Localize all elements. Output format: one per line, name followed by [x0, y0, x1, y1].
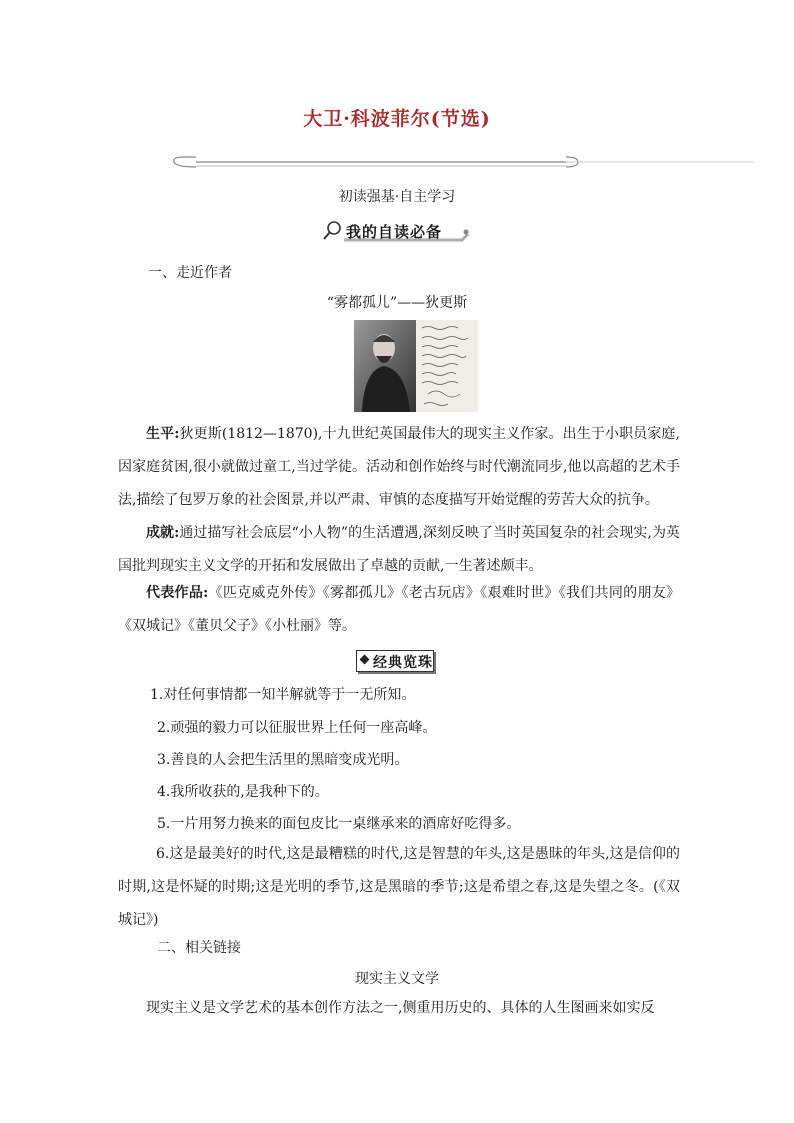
document-title: 大卫·科波菲尔(节选): [303, 108, 491, 130]
quote-item: 1.对任何事情都一知半解就等于一无所知。: [150, 687, 416, 703]
section-heading-1: 一、走近作者: [148, 265, 232, 281]
works-label: 代表作品:: [146, 585, 209, 601]
classic-quotes-badge: [356, 650, 434, 672]
title-divider: [156, 155, 756, 175]
bio-works-paragraph: [118, 577, 680, 643]
life-label: 生平:: [146, 426, 180, 442]
bio-achievement-paragraph: [118, 517, 680, 583]
quote-item: 3.善良的人会把生活里的黑暗变成光明。: [157, 752, 409, 768]
achievement-text: 通过描写社会底层“小人物”的生活遭遇,深刻反映了当时英国复杂的社会现实,为英国批判现实主义文学的开拓和发展做出了卓越的贡献,一生著述颇丰。: [118, 525, 680, 574]
works-text: 《匹克威克外传》《雾都孤儿》《老古玩店》《艰难时世》《我们共同的朋友》《双城记》《董贝父子》《小杜丽》等。: [118, 585, 680, 634]
quote-item: 6.这是最美好的时代,这是最糟糕的时代,这是智慧的年头,这是愚昧的年头,这是信仰的时期,这是怀疑的时期;这是光明的季节,这是黑暗的季节;这是希望之春,这是失望之冬。(《双城记》): [118, 846, 680, 928]
quote-item: 2.顽强的毅力可以征服世界上任何一座高峰。: [157, 720, 437, 736]
life-text: 狄更斯(1812—1870),十九世纪英国最伟大的现实主义作家。出生于小职员家庭,因家庭贫困,很小就做过童工,当过学徒。活动和创作始终与时代潮流同步,他以高超的艺术手法,描绘了包罗万象的社会图景,并以严肃、审慎的态度描写开始觉醒的劳苦大众的抗争。: [118, 426, 680, 508]
classic-label: 经典览珠: [373, 655, 433, 671]
section-subheading: 初读强基·自主学习: [338, 189, 456, 205]
author-portrait-image: [354, 320, 478, 412]
bio-life-paragraph: [118, 418, 680, 517]
quote-item: 4.我所收获的,是我种下的。: [157, 784, 329, 800]
achievement-label: 成就:: [146, 525, 180, 541]
realism-paragraph: 现实主义是文学艺术的基本创作方法之一,侧重用历史的、具体的人生图画来如实反: [146, 1000, 655, 1016]
section-heading-2: 二、相关链接: [157, 940, 241, 956]
author-caption: “雾都孤儿”——狄更斯: [326, 295, 468, 311]
realism-title: 现实主义文学: [355, 971, 439, 987]
diamond-icon: [360, 655, 370, 665]
badge-label: 我的自读必备: [346, 223, 443, 241]
quote-item: 5.一片用努力换来的面包皮比一桌继承来的酒席好吃得多。: [157, 816, 521, 832]
self-study-badge: [322, 218, 472, 244]
